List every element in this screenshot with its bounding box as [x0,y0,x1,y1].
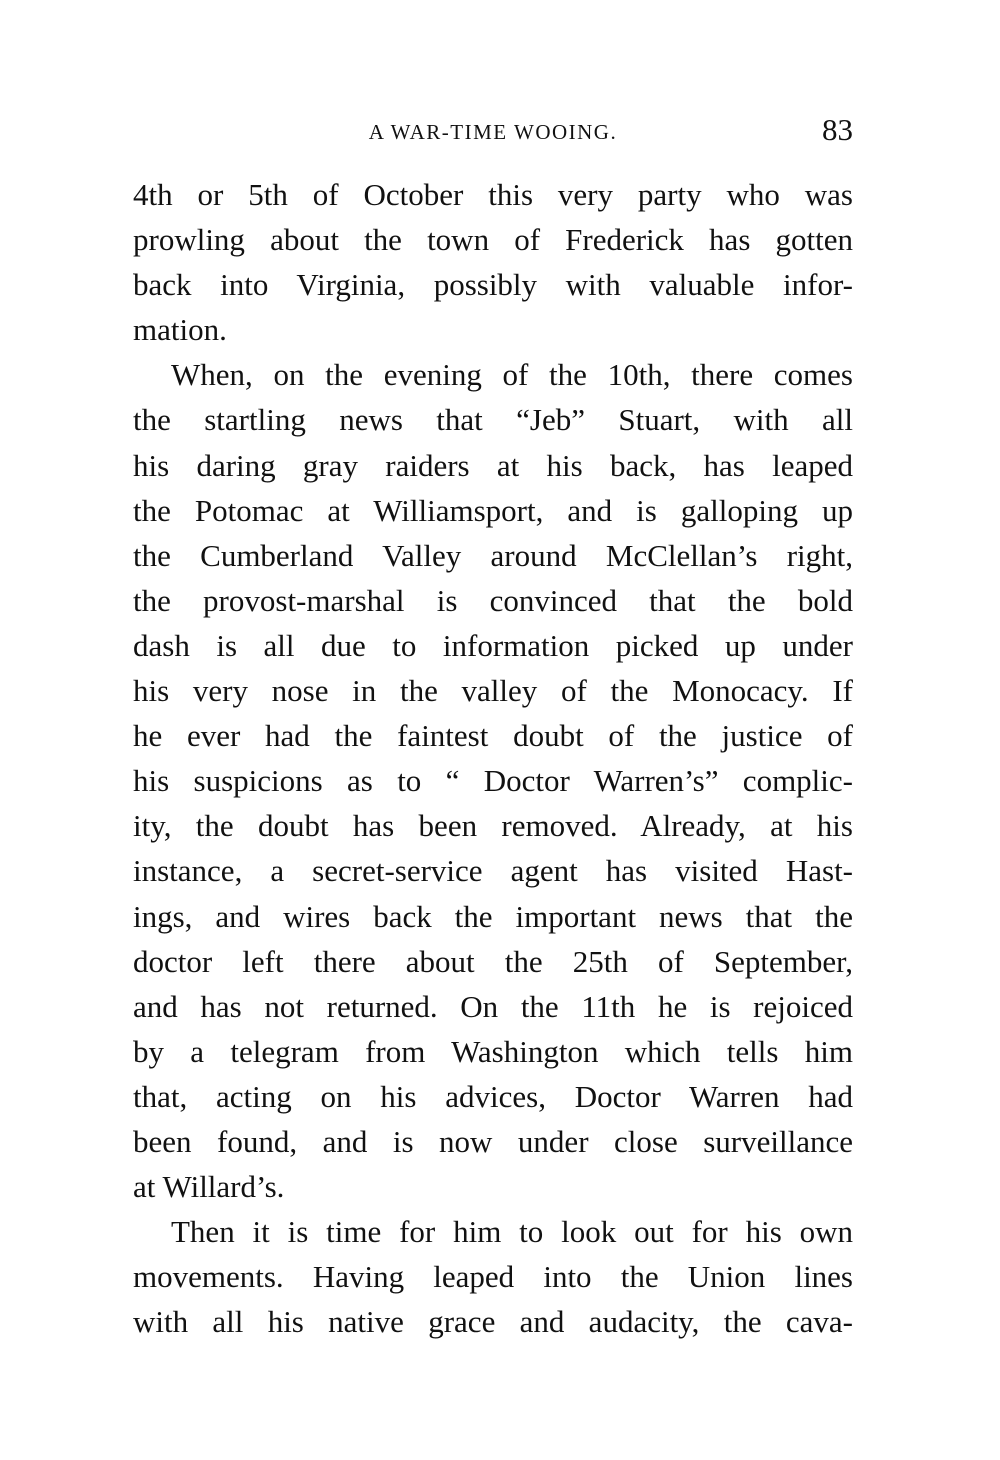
page-number: 83 [822,112,853,147]
text-line: his daring gray raiders at his back, has leaped [133,447,853,483]
text-line: at Willard’s. [133,1169,285,1205]
text-line: ings, and wires back the important news that the [133,898,853,934]
text-line: When, on the evening of the 10th, there comes [171,357,853,393]
text-line: his very nose in the valley of the Monocacy. If [133,673,853,709]
text-line: he ever had the faintest doubt of the justice of [133,718,853,754]
running-head [133,112,853,152]
text-line: ity, the doubt has been removed. Already, at his [133,808,853,844]
text-line: dash is all due to information picked up under [133,627,853,663]
text-line: and has not returned. On the 11th he is rejoiced [133,988,853,1024]
text-line: the provost-marshal is convinced that the bold [133,582,853,618]
text-line: the Cumberland Valley around McClellan’s right, [133,537,853,573]
text-line: prowling about the town of Frederick has gotten [133,222,853,258]
text-line: by a telegram from Washington which tells him [133,1033,853,1069]
text-line: that, acting on his advices, Doctor Warren had [133,1078,853,1114]
text-line: instance, a secret-service agent has visited Hast- [133,853,853,889]
running-title: A WAR-TIME WOOING. [368,120,618,144]
text-line: his suspicions as to “ Doctor Warren’s” complic- [133,763,853,799]
body-text [133,172,853,1344]
text-line: mation. [133,312,227,348]
text-line: Then it is time for him to look out for his own [171,1214,853,1250]
text-line: movements. Having leaped into the Union lines [133,1259,853,1295]
text-line: the Potomac at Williamsport, and is galloping up [133,492,853,528]
text-line: doctor left there about the 25th of September, [133,943,853,979]
text-line: the startling news that “Jeb” Stuart, with all [133,402,853,438]
text-line: 4th or 5th of October this very party who was [133,177,853,212]
text-line: back into Virginia, possibly with valuable infor- [133,267,853,303]
text-line: been found, and is now under close surveillance [133,1123,853,1159]
text-line: with all his native grace and audacity, the cava- [133,1304,853,1340]
